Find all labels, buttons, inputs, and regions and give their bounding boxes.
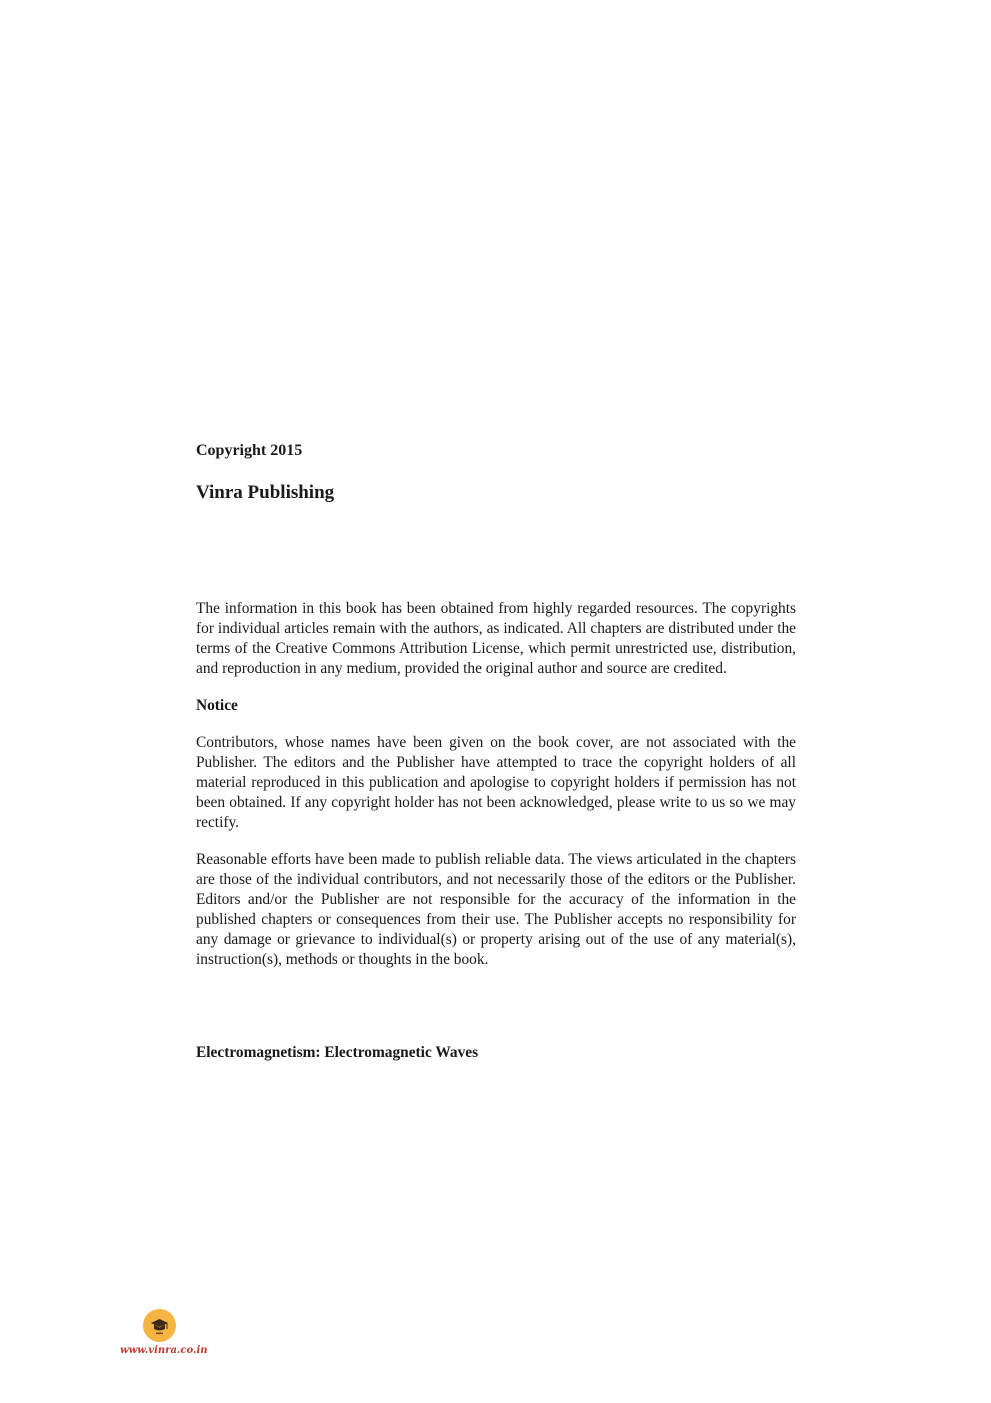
website-url[interactable]: www.vinra.co.in <box>120 1345 208 1356</box>
copyright-line: Copyright 2015 <box>196 442 303 459</box>
book-title: Electromagnetism: Electromagnetic Waves <box>196 1044 479 1061</box>
notice-paragraph-1: Contributors, whose names have been given on the book cover, are not associated with the Publisher. The editors and the Publisher have attempted to trace the copyright holders of all material reproduced in this publication and apologise to copyright holders if permission has not been obtained. If any copyright holder has not been acknowledged, please write to us so we may rectify. <box>196 734 796 831</box>
vinra-logo <box>143 1309 176 1342</box>
notice-paragraph-2: Reasonable efforts have been made to publish reliable data. The views articulated in the chapters are those of the individual contributors, and not necessarily those of the editors or the Publisher. Editors and/or the Publisher are not responsible for the accuracy of the information in the published chapters or consequences from their use. The Publisher accepts no responsibility for any damage or grievance to individual(s) or property arising out of the use of any material(s), instruction(s), methods or thoughts in the book. <box>196 851 796 968</box>
publisher-name: Vinra Publishing <box>196 482 335 503</box>
legal-content <box>196 599 796 987</box>
notice-heading: Notice <box>196 697 238 714</box>
intro-paragraph: The information in this book has been obtained from highly regarded resources. The copyrights for individual articles remain with the authors, as indicated. All chapters are distributed under the terms of the Creative Commons Attribution License, which permit unrestricted use, distribution, and reproduction in any medium, provided the original author and source are credited. <box>196 600 796 677</box>
graduation-cap-icon <box>143 1309 176 1342</box>
